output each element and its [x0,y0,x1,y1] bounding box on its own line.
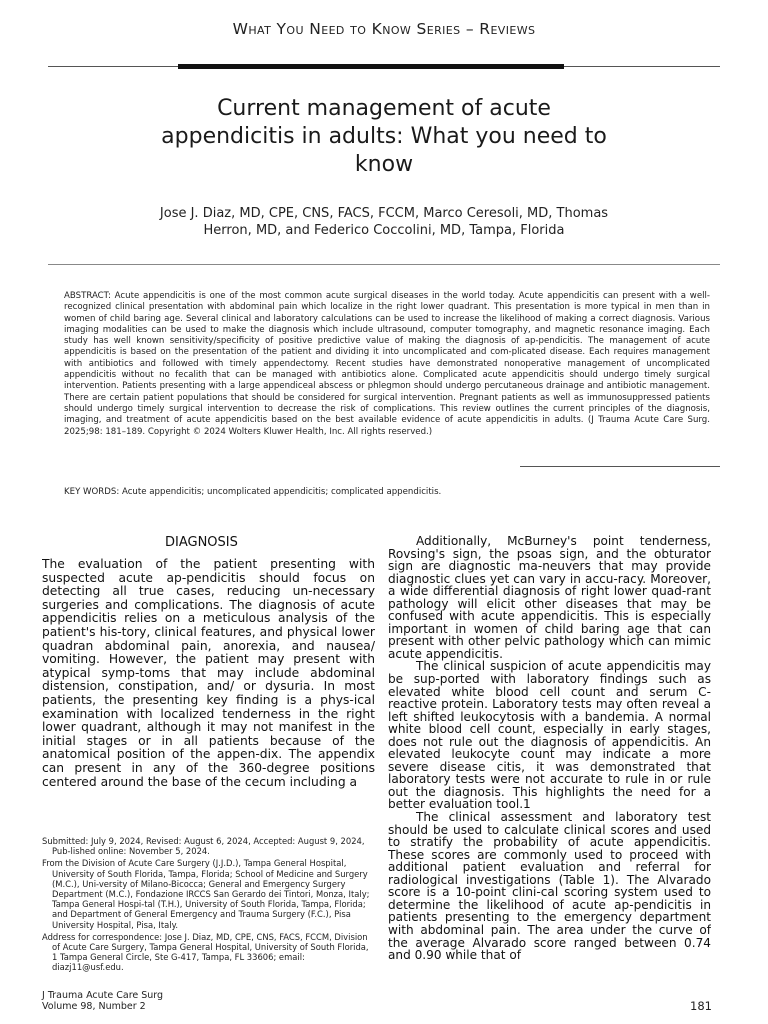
paragraph: Additionally, McBurney's point tenderness, Rovsing's sign, the psoas sign, and the obturator sign are diagnostic ma-neuvers that may provide diagnostic clues yet can vary in accu-racy. Moreover, a wide differential diagnosis of right lower quad-rant pathology will elicit other diseases that may be confused with acute appendicitis. This is especially important in women of child baring age that can present with other pelvic pathology which can mimic acute appendicitis. [388,535,711,661]
left-column [42,558,375,794]
paragraph: The clinical assessment and laboratory test should be used to calculate clinical scores and used to stratify the probability of acute appendicitis. These scores are commonly used to proceed with additional patient evaluation and referral for radiological investigations (Table 1). The Alvarado score is a 10-point clini-cal scoring system used to determine the likelihood of acute ap-pendicitis in patients presenting to the emergency department with abdominal pain. The area under the curve of the average Alvarado score ranged between 0.74 and 0.90 while that of [388,810,711,963]
footnotes [42,836,372,975]
article-authors: Jose J. Diaz, MD, CPE, CNS, FACS, FCCM, Marco Ceresoli, MD, Thomas Herron, MD, and Federico Coccolini, MD, Tampa, Florida [159,206,609,238]
footnote-submitted: Submitted: July 9, 2024, Revised: August 6, 2024, Accepted: August 9, 2024, Pub-lished online: November 5, 2024. [42,836,365,857]
title-rule [48,264,720,265]
series-header: What You Need to Know Series – Reviews [232,20,536,38]
abstract-divider [520,466,720,467]
paragraph: The evaluation of the patient presenting with suspected acute ap-pendicitis should focus on detecting all true cases, reducing un-necessary surgeries and complications. The diagnosis of acute appendicitis relies on a meticulous analysis of the patient's his-tory, clinical features, and physical lower quadran abdominal pain, anorexia, and nausea/ vomiting. However, the patient may present with atypical symp-toms that may include abdominal distension, constipation, and/ or dysuria. In most patients, the presenting key finding is a phys-ical examination with localized tenderness in the right lower quadrant, although it may not manifest in the initial stages or in all patients because of the anatomical position of the appen-dix. The appendix can present in any of the 360-degree positions centered around the base of the cecum including a [42,558,375,789]
right-column [388,535,711,990]
section-heading-diagnosis: DIAGNOSIS [165,535,238,550]
keywords: KEY WORDS: Acute appendicitis; uncomplicated appendicitis; complicated appendicitis. [64,487,442,497]
footnote-affiliations: From the Division of Acute Care Surgery (J.J.D.), Tampa General Hospital, University of South Florida, Tampa, Florida; School of Medicine and Surgery (M.C.), Uni-versity of Milano-Bicocca; General and Emergency Surgery Department (M.C.), Fondazione IRCCS San Gerardo dei Tintori, Monza, Italy; Tampa General Hospi-tal (T.H.), University of South Florida, Tampa, Florida; and Department of General Emergency and Trauma Surgery (F.C.), Pisa University Hospital, Pisa, Italy. [42,858,370,930]
article-title: Current management of acute appendicitis in adults: What you need to know [161,96,607,177]
header-rule-thick [178,64,564,69]
journal-footer: J Trauma Acute Care Surg Volume 98, Number 2 [42,990,164,1012]
abstract: ABSTRACT: Acute appendicitis is one of the most common acute surgical diseases in the world today. Acute appendicitis can present with a well-recognized clinical presentation with abdominal pain which localize in the right lower quadrant. This presentation is more typical in men than in women of child baring age. Several clinical and laboratory calculations can be used to increase the likelihood of making a correct diagnosis. Various imaging modalities can be used to make the diagnosis which include ultrasound, computer tomography, and magnetic resonance imaging. Each study has well known sensitivity/specificity of positive predictive value of making the diagnosis of ap-pendicitis. The management of acute appendicitis is based on the presentation of the patient and dividing it into uncomplicated and com-plicated disease. Each requires management with antibiotics and followed with timely appendectomy. Recent studies have demonstrated nonoperative management of uncomplicated appendicitis without no fecalith that can be managed with antibiotics alone. Complicated acute appendicitis should undergo timely surgical intervention. Patients presenting with a large appendiceal abscess or phlegmon should undergo percutaneous drainage and antibiotic management. There are certain patient populations that should be considered for surgical intervention. Pregnant patients as well as immunosuppressed patients should undergo timely surgical intervention to decrease the risk of complications. This review outlines the current principles of the diagnosis, imaging, and treatment of acute appendicitis based on the best available evidence of acute appendicitis in adults. (J Trauma Acute Care Surg. 2025;98: 181–189. Copyright © 2024 Wolters Kluwer Health, Inc. All rights reserved.) [64,291,710,437]
paragraph: The clinical suspicion of acute appendicitis may be sup-ported with laboratory findings such as elevated white blood cell count and serum C-reactive protein. Laboratory tests may often reveal a left shifted leukocytosis with a bandemia. A normal white blood cell count, especially in early stages, does not rule out the diagnosis of appendicitis. An elevated leukocyte count may indicate a more severe disease citis, it was demonstrated that laboratory tests were not accurate to rule in or rule out the diagnosis. This highlights the need for a better evaluation tool.1 [388,659,711,812]
page-number: 181 [690,999,712,1013]
footnote-correspondence: Address for correspondence: Jose J. Diaz, MD, CPE, CNS, FACS, FCCM, Division of Acute Care Surgery, Tampa General Hospital, University of South Florida, 1 Tampa General Circle, Ste G-417, Tampa, FL 33606; email: diazj11@usf.edu. [42,931,369,973]
